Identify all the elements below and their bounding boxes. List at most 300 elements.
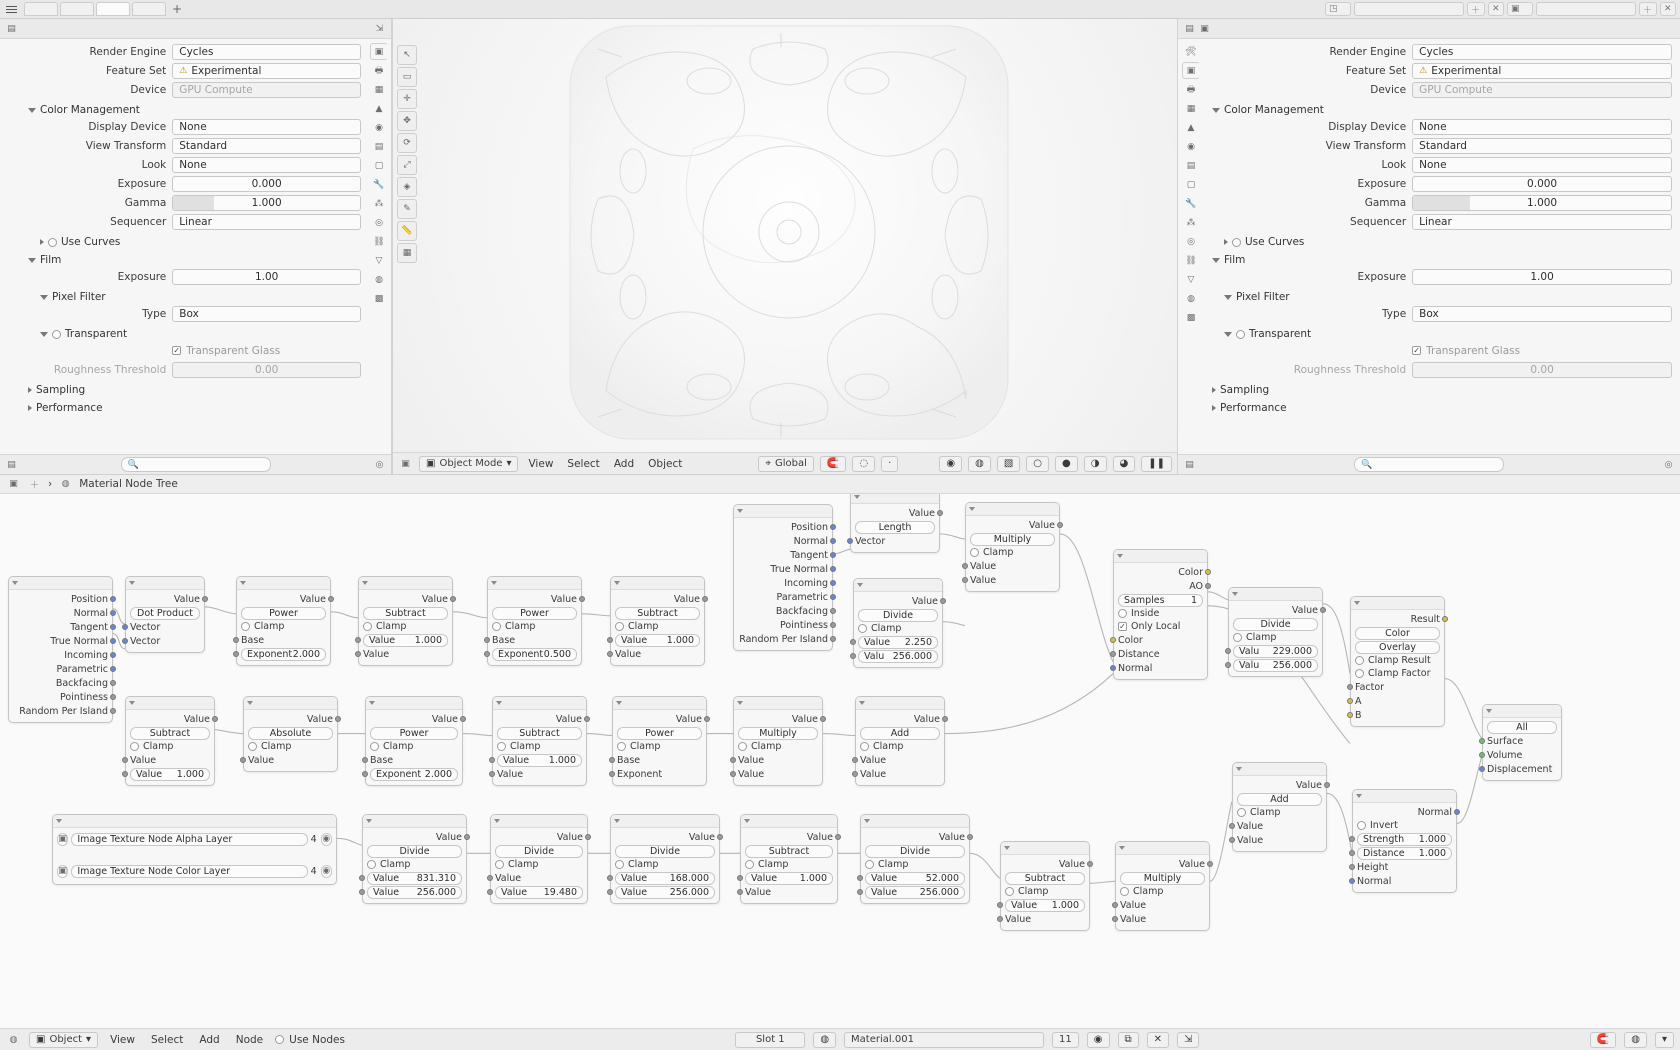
clamp-checkbox-row[interactable] [130, 740, 210, 753]
use-curves-section[interactable] [36, 236, 361, 248]
node-subtract-1[interactable] [358, 576, 453, 666]
tool-select-box-icon[interactable]: ▭ [397, 67, 417, 87]
checkbox-icon[interactable] [745, 860, 754, 869]
tool-cursor-icon[interactable]: ✛ [397, 89, 417, 109]
output-socket[interactable] [830, 608, 836, 614]
input-socket[interactable] [1112, 902, 1118, 908]
node-absolute[interactable] [243, 696, 338, 772]
view-transform-dropdown[interactable] [1412, 138, 1672, 154]
viewlayer-selector[interactable] [1536, 2, 1636, 16]
editor-type-icon[interactable]: ▤ [1185, 23, 1194, 34]
film-section[interactable] [1208, 254, 1672, 266]
display-device-dropdown[interactable] [172, 119, 361, 135]
node-header[interactable] [854, 579, 942, 592]
value-field[interactable] [615, 886, 715, 899]
output-socket[interactable] [110, 610, 116, 616]
pixel-filter-section[interactable] [1220, 291, 1672, 303]
viewport-menu-view[interactable]: View [528, 457, 554, 470]
input-socket[interactable] [857, 889, 863, 895]
output-socket[interactable] [110, 638, 116, 644]
clamp-checkbox-row[interactable] [1237, 806, 1322, 819]
transparent-checkbox[interactable] [1236, 330, 1245, 339]
node-material-output[interactable] [1482, 704, 1562, 781]
operation-dropdown[interactable]: Divide [367, 845, 462, 858]
node-header[interactable] [363, 815, 466, 828]
sampling-section[interactable] [1208, 384, 1672, 396]
output-socket[interactable] [1205, 583, 1211, 589]
input-socket[interactable] [1349, 864, 1355, 870]
viewport-menu-object[interactable]: Object [648, 457, 683, 470]
options-icon[interactable]: ◎ [1664, 459, 1673, 470]
distance-field[interactable] [1357, 847, 1452, 860]
tab-modifiers[interactable]: 🔧 [373, 179, 385, 190]
value-field[interactable] [1005, 899, 1085, 912]
color-management-section[interactable] [24, 104, 361, 116]
transform-orientation-selector[interactable] [758, 456, 814, 472]
input-socket[interactable] [1479, 766, 1485, 772]
node-menu-select[interactable]: Select [150, 1033, 184, 1046]
checkbox-icon[interactable] [275, 1035, 284, 1044]
input-socket[interactable] [240, 757, 246, 763]
output-socket[interactable] [1320, 607, 1326, 613]
node-header[interactable] [126, 577, 204, 590]
checkbox-icon[interactable] [1118, 609, 1127, 618]
input-socket[interactable] [1110, 637, 1116, 643]
strength-field[interactable] [1357, 833, 1452, 846]
tool-transform-icon[interactable]: ◈ [397, 177, 417, 197]
input-socket[interactable] [847, 538, 853, 544]
editor-type-icon[interactable]: ▣ [9, 479, 18, 489]
input-socket[interactable] [122, 638, 128, 644]
node-header[interactable] [856, 697, 944, 710]
input-socket[interactable] [607, 875, 613, 881]
node-header[interactable] [126, 697, 214, 710]
viewport-menu-add[interactable]: Add [613, 457, 635, 470]
input-socket[interactable] [850, 639, 856, 645]
value-field[interactable] [241, 648, 326, 661]
pixel-filter-type-dropdown[interactable] [1412, 306, 1672, 322]
checkbox-icon[interactable] [865, 860, 874, 869]
output-socket[interactable] [450, 596, 456, 602]
node-subtract-2[interactable] [610, 576, 705, 666]
render-icon[interactable]: ▣ [1200, 23, 1209, 34]
checkbox-icon[interactable] [1120, 887, 1129, 896]
tab-view-layer[interactable]: ▦ [374, 84, 384, 95]
checkbox-icon[interactable] [172, 346, 181, 355]
viewlayer-icon[interactable]: ▣ [1507, 2, 1533, 16]
tab-world[interactable]: ◉ [1187, 141, 1195, 152]
node-divide-5[interactable] [610, 814, 720, 904]
look-dropdown[interactable] [172, 157, 361, 173]
film-exposure-field[interactable] [1412, 269, 1672, 285]
output-socket[interactable] [1087, 861, 1093, 867]
render-engine-dropdown[interactable] [1412, 44, 1672, 60]
display-device-dropdown[interactable] [1412, 119, 1672, 135]
shield-icon[interactable]: ◉ [322, 834, 331, 844]
tab-physics[interactable]: ◎ [1187, 236, 1195, 247]
output-socket[interactable] [1442, 616, 1448, 622]
use-curves-checkbox[interactable] [1232, 238, 1241, 247]
node-header[interactable] [1114, 550, 1207, 563]
node-mix-rgb[interactable] [1350, 596, 1445, 727]
input-socket[interactable] [609, 757, 615, 763]
node-image-texture-group[interactable] [52, 814, 337, 885]
performance-section[interactable] [1208, 402, 1672, 414]
value-field[interactable] [858, 636, 938, 649]
clamp-checkbox-row[interactable] [497, 740, 582, 753]
input-socket[interactable] [1110, 651, 1116, 657]
input-socket[interactable] [607, 637, 613, 643]
editor-type-icon[interactable]: ▤ [7, 459, 16, 470]
checkbox-icon[interactable] [738, 742, 747, 751]
tool-scale-icon[interactable]: ⤢ [397, 155, 417, 175]
workspace-tab-2[interactable] [60, 2, 94, 16]
node-power-1[interactable] [236, 576, 331, 666]
workspace-tab-4[interactable] [132, 2, 166, 16]
pixel-filter-type-dropdown[interactable] [172, 306, 361, 322]
tab-scene[interactable]: ▲ [375, 103, 383, 114]
operation-dropdown[interactable]: Length [855, 521, 935, 534]
node-subtract-6[interactable] [1000, 841, 1090, 931]
node-header[interactable] [237, 577, 330, 590]
value-field[interactable] [367, 872, 462, 885]
input-socket[interactable] [997, 916, 1003, 922]
value-field[interactable] [363, 634, 448, 647]
clamp-checkbox-row[interactable] [617, 740, 702, 753]
inside-checkbox-row[interactable] [1118, 607, 1203, 620]
operation-dropdown[interactable]: Subtract [130, 727, 210, 740]
node-header[interactable] [9, 577, 112, 590]
workspace-tab-1[interactable] [24, 2, 58, 16]
checkbox-icon[interactable] [615, 860, 624, 869]
image-icon[interactable]: ▣ [58, 834, 67, 844]
input-socket[interactable] [1479, 738, 1485, 744]
tab-output[interactable]: 🖶 [374, 65, 384, 76]
checkbox-icon[interactable] [241, 622, 250, 631]
checkbox-icon[interactable] [970, 548, 979, 557]
node-menu-view[interactable]: View [110, 1033, 135, 1046]
operation-dropdown[interactable]: Power [492, 607, 577, 620]
transparent-section[interactable] [1220, 328, 1672, 340]
node-header[interactable] [851, 494, 939, 504]
use-nodes-checkbox-row[interactable] [275, 1032, 345, 1048]
input-socket[interactable] [607, 889, 613, 895]
output-socket[interactable] [830, 622, 836, 628]
transparent-glass-checkbox-row[interactable] [1412, 343, 1672, 359]
clamp-checkbox-row[interactable] [738, 740, 818, 753]
tab-material[interactable]: ◍ [375, 274, 383, 285]
node-header[interactable] [861, 815, 969, 828]
shading-solid[interactable]: ● [1055, 456, 1078, 472]
operation-dropdown[interactable]: Multiply [738, 727, 818, 740]
roughness-threshold-field[interactable] [1412, 362, 1672, 378]
samples-field[interactable] [1118, 594, 1203, 607]
checkbox-icon[interactable] [248, 742, 257, 751]
shading-material[interactable]: ◑ [1084, 456, 1107, 472]
editor-type-icon[interactable]: ◍ [9, 1034, 18, 1045]
value-field[interactable] [1233, 659, 1318, 672]
tab-collection[interactable]: ▤ [1186, 160, 1196, 171]
input-socket[interactable] [857, 875, 863, 881]
output-socket[interactable] [830, 594, 836, 600]
output-socket[interactable] [937, 510, 943, 516]
editor-type-icon[interactable]: ▤ [7, 23, 16, 34]
checkbox-icon[interactable] [130, 742, 139, 751]
app-menu-icon[interactable] [0, 0, 22, 19]
input-socket[interactable] [1110, 665, 1116, 671]
output-socket[interactable] [820, 716, 826, 722]
search-input[interactable] [121, 457, 271, 472]
tab-render[interactable]: ▣ [370, 43, 388, 60]
tab-data[interactable]: ▽ [375, 255, 383, 266]
input-socket[interactable] [355, 651, 361, 657]
clamp-checkbox-row[interactable] [1233, 631, 1318, 644]
input-socket[interactable] [737, 889, 743, 895]
node-header[interactable] [1353, 790, 1456, 803]
tab-tool[interactable]: 🛠 [1185, 46, 1197, 57]
input-socket[interactable] [1349, 850, 1355, 856]
tool-measure-icon[interactable]: 📏 [397, 221, 417, 241]
output-socket[interactable] [464, 834, 470, 840]
new-scene-icon[interactable]: ＋ [1467, 2, 1485, 16]
operation-dropdown[interactable]: Subtract [1005, 872, 1085, 885]
tab-collection[interactable]: ▤ [374, 141, 384, 152]
output-socket[interactable] [202, 596, 208, 602]
editor-type-icon[interactable]: ▣ [401, 458, 410, 469]
input-socket[interactable] [1347, 684, 1353, 690]
output-socket[interactable] [940, 598, 946, 604]
transparent-section[interactable] [36, 328, 361, 340]
node-header[interactable] [1001, 842, 1089, 855]
image-name-field-2[interactable] [71, 865, 307, 878]
clamp-checkbox-row[interactable] [970, 546, 1055, 559]
node-header[interactable] [1351, 597, 1444, 610]
feature-set-dropdown[interactable] [172, 63, 361, 79]
node-header[interactable] [966, 503, 1059, 516]
output-socket[interactable] [110, 596, 116, 602]
node-multiply-3[interactable] [1115, 841, 1210, 931]
look-dropdown[interactable] [1412, 157, 1672, 173]
sampling-section[interactable] [24, 384, 361, 396]
node-geometry-1[interactable] [8, 576, 113, 723]
node-header[interactable] [1483, 705, 1561, 718]
snap-toggle[interactable]: 🧲 [820, 456, 846, 472]
value-field[interactable] [370, 768, 458, 781]
value-field[interactable] [745, 872, 833, 885]
node-add-1[interactable] [855, 696, 945, 786]
target-dropdown[interactable]: All [1487, 721, 1557, 734]
tab-world[interactable]: ◉ [375, 122, 383, 133]
output-socket[interactable] [835, 834, 841, 840]
output-socket[interactable] [702, 596, 708, 602]
clamp-checkbox-row[interactable] [615, 620, 700, 633]
node-header[interactable] [611, 577, 704, 590]
input-socket[interactable] [122, 624, 128, 630]
material-name-field[interactable] [844, 1032, 1044, 1048]
checkbox-icon[interactable] [495, 860, 504, 869]
checkbox-icon[interactable] [615, 622, 624, 631]
blend-mode-dropdown[interactable]: Overlay [1355, 641, 1440, 654]
operation-dropdown[interactable]: Subtract [615, 607, 700, 620]
clamp-checkbox-row[interactable] [1120, 885, 1205, 898]
film-exposure-field[interactable] [172, 269, 361, 285]
output-socket[interactable] [110, 694, 116, 700]
node-divide-3[interactable] [362, 814, 467, 904]
node-header[interactable] [734, 505, 832, 518]
checkbox-icon[interactable] [860, 742, 869, 751]
editor-type-icon[interactable]: ▤ [1185, 459, 1194, 470]
input-socket[interactable] [489, 757, 495, 763]
viewport-gizmos-toggle[interactable]: ◉ [939, 456, 962, 472]
node-header[interactable] [244, 697, 337, 710]
output-socket[interactable] [1205, 569, 1211, 575]
node-mode-selector[interactable] [29, 1032, 98, 1048]
output-socket[interactable] [335, 716, 341, 722]
transparent-checkbox[interactable] [52, 330, 61, 339]
operation-dropdown[interactable]: Absolute [248, 727, 333, 740]
node-ambient-occlusion[interactable] [1113, 549, 1208, 680]
exposure-slider[interactable] [172, 176, 361, 192]
node-power-4[interactable] [612, 696, 707, 786]
proportional-editing-toggle[interactable]: ◌ [852, 456, 875, 472]
tab-texture[interactable]: ▩ [374, 293, 384, 304]
node-header[interactable] [734, 697, 822, 710]
node-header[interactable] [488, 577, 581, 590]
output-socket[interactable] [830, 538, 836, 544]
gamma-slider[interactable] [172, 195, 361, 211]
operation-dropdown[interactable]: Power [241, 607, 326, 620]
clamp-checkbox-row[interactable] [860, 740, 940, 753]
input-socket[interactable] [1225, 662, 1231, 668]
value-field[interactable] [865, 886, 965, 899]
checkbox-icon[interactable] [497, 742, 506, 751]
value-field[interactable] [497, 754, 582, 767]
checkbox-icon[interactable] [1357, 821, 1366, 830]
overlay-icon[interactable]: ◍ [1624, 1032, 1647, 1048]
node-bump[interactable] [1352, 789, 1457, 893]
add-node-icon[interactable]: ＋ [29, 480, 39, 491]
operation-dropdown[interactable]: Dot Product [130, 607, 200, 620]
checkbox-icon[interactable] [363, 622, 372, 631]
input-socket[interactable] [850, 653, 856, 659]
options-icon[interactable]: ▾ [1655, 1032, 1674, 1048]
node-dot-product[interactable] [125, 576, 205, 653]
operation-dropdown[interactable]: Add [860, 727, 940, 740]
node-header[interactable] [366, 697, 462, 710]
output-socket[interactable] [110, 652, 116, 658]
operation-dropdown[interactable]: Add [1237, 793, 1322, 806]
operation-dropdown[interactable]: Power [370, 727, 458, 740]
checkbox-icon[interactable] [1237, 808, 1246, 817]
operation-dropdown[interactable]: Divide [865, 845, 965, 858]
output-socket[interactable] [110, 666, 116, 672]
operation-dropdown[interactable]: Subtract [363, 607, 448, 620]
checkbox-icon[interactable] [1355, 656, 1364, 665]
checkbox-icon[interactable] [858, 624, 867, 633]
exposure-slider[interactable] [1412, 176, 1672, 192]
tab-output[interactable]: 🖶 [1186, 84, 1196, 95]
node-power-3[interactable] [365, 696, 463, 786]
output-socket[interactable] [942, 716, 948, 722]
output-socket[interactable] [830, 580, 836, 586]
operation-dropdown[interactable]: Subtract [745, 845, 833, 858]
data-type-dropdown[interactable]: Color [1355, 627, 1440, 640]
output-socket[interactable] [967, 834, 973, 840]
node-header[interactable] [1229, 588, 1322, 601]
input-socket[interactable] [607, 651, 613, 657]
operation-dropdown[interactable]: Subtract [497, 727, 582, 740]
input-socket[interactable] [962, 577, 968, 583]
value-field[interactable] [495, 886, 583, 899]
output-socket[interactable] [717, 834, 723, 840]
checkbox-icon[interactable] [492, 622, 501, 631]
clamp-checkbox-row[interactable] [865, 858, 965, 871]
roughness-threshold-field[interactable] [172, 362, 361, 378]
unlink-material-icon[interactable]: ✕ [1147, 1032, 1169, 1048]
input-socket[interactable] [484, 651, 490, 657]
clamp-checkbox-row[interactable] [363, 620, 448, 633]
tab-material[interactable]: ◍ [1187, 293, 1195, 304]
use-curves-checkbox[interactable] [48, 238, 57, 247]
input-socket[interactable] [1229, 823, 1235, 829]
shading-wireframe[interactable]: ○ [1026, 456, 1049, 472]
material-slot-selector[interactable] [735, 1032, 805, 1048]
tab-scene[interactable]: ▲ [1187, 122, 1195, 133]
output-socket[interactable] [110, 708, 116, 714]
snap-icon[interactable]: 🧲 [1590, 1032, 1616, 1048]
clamp-checkbox-row[interactable] [858, 622, 938, 635]
input-socket[interactable] [737, 875, 743, 881]
tab-physics[interactable]: ◎ [375, 217, 383, 228]
sequencer-dropdown[interactable] [1412, 214, 1672, 230]
input-socket[interactable] [997, 902, 1003, 908]
node-menu-node[interactable]: Node [235, 1033, 264, 1046]
fake-user-icon[interactable]: ◉ [1087, 1032, 1110, 1048]
output-socket[interactable] [830, 566, 836, 572]
new-viewlayer-icon[interactable]: ＋ [1639, 2, 1657, 16]
input-socket[interactable] [359, 889, 365, 895]
input-socket[interactable] [362, 771, 368, 777]
viewport-menu-select[interactable]: Select [567, 457, 600, 470]
value-field[interactable] [130, 768, 210, 781]
tool-add-cube-icon[interactable]: ▦ [397, 243, 417, 263]
scene-icon[interactable]: ◳ [1325, 2, 1351, 16]
input-socket[interactable] [487, 875, 493, 881]
mode-selector[interactable] [419, 456, 518, 472]
browse-material-icon[interactable]: ◍ [813, 1032, 836, 1048]
node-header[interactable] [1116, 842, 1209, 855]
checkbox-icon[interactable] [617, 742, 626, 751]
node-header[interactable] [359, 577, 452, 590]
input-socket[interactable] [852, 757, 858, 763]
value-field[interactable] [615, 634, 700, 647]
input-socket[interactable] [487, 889, 493, 895]
checkbox-icon[interactable] [1412, 346, 1421, 355]
output-socket[interactable] [830, 524, 836, 530]
operation-dropdown[interactable]: Power [617, 727, 702, 740]
node-subtract-4[interactable] [492, 696, 587, 786]
options-icon[interactable]: ◎ [375, 459, 384, 470]
input-socket[interactable] [1225, 648, 1231, 654]
pivot-point-selector[interactable]: · [881, 456, 898, 472]
input-socket[interactable] [1479, 752, 1485, 758]
device-dropdown[interactable] [1412, 82, 1672, 98]
output-socket[interactable] [1454, 809, 1460, 815]
sequencer-dropdown[interactable] [172, 214, 361, 230]
clamp-checkbox-row[interactable] [1005, 885, 1085, 898]
checkbox-icon[interactable] [1118, 622, 1127, 631]
node-power-2[interactable] [487, 576, 582, 666]
